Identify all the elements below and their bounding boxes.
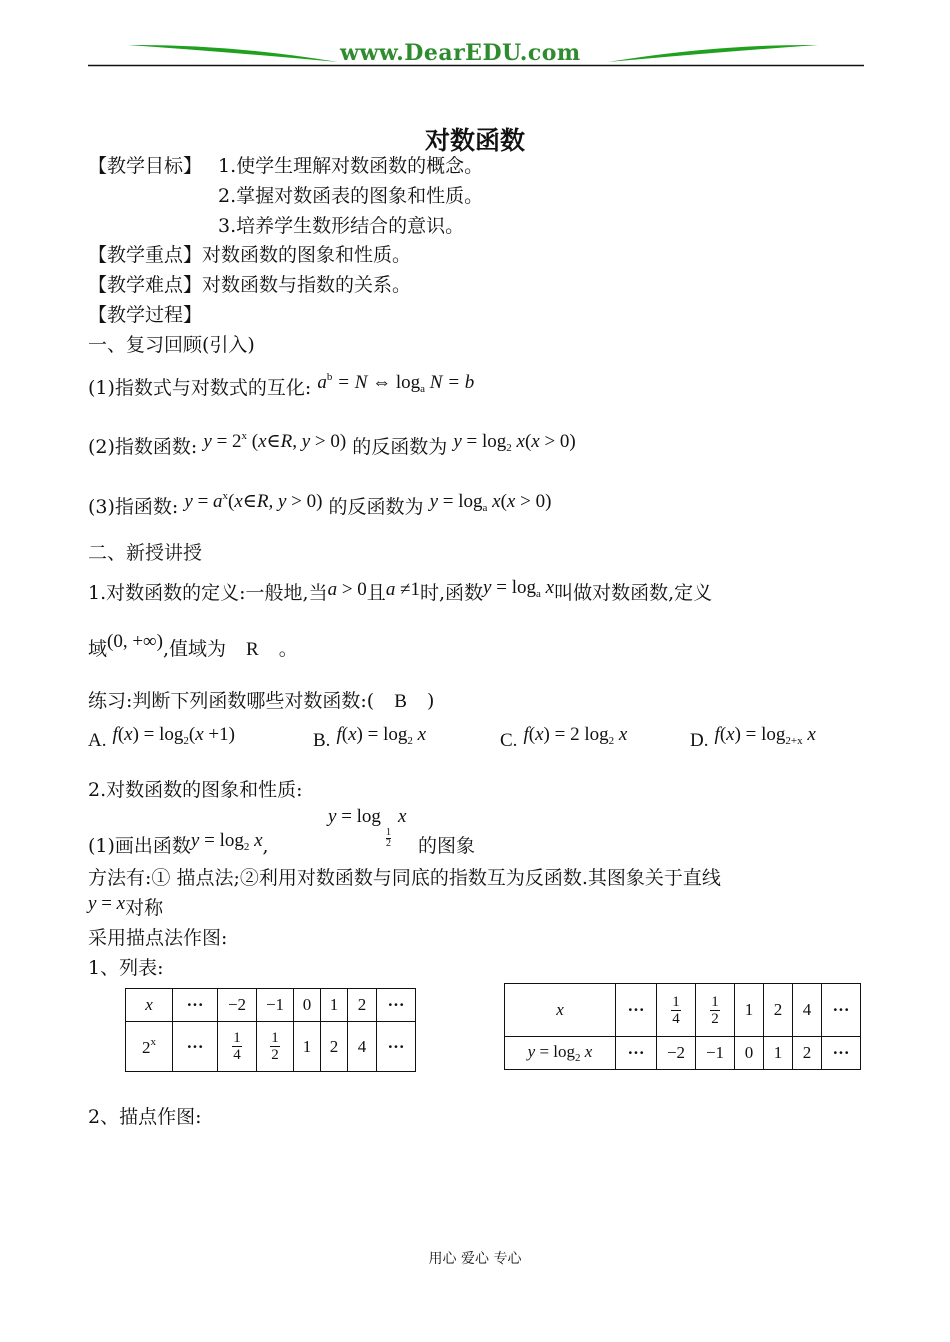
table-cell: ··· <box>822 984 861 1037</box>
table-cell: 1 <box>764 1037 793 1070</box>
domain-line <box>88 631 298 665</box>
review-line-3-prefix: (3)指函数: <box>88 496 179 518</box>
exercise-close: ) <box>427 690 435 712</box>
domain-text-b: ,值域为 <box>162 638 226 660</box>
plot-heading: 2、描点作图: <box>88 1106 202 1128</box>
table-cell-half: $\frac{1}{2}$ <box>257 1022 294 1072</box>
table-cell: 4 <box>348 1022 377 1072</box>
option-a-label: A. <box>88 730 107 751</box>
formula-loga: $y = \log_a x(x > 0)$ <box>429 491 552 514</box>
formula-draw-log2: $y = \log_2 x$ <box>190 830 263 853</box>
table-cell: 0 <box>735 1037 764 1070</box>
exp-value-table <box>125 988 416 1072</box>
review-line-2-prefix: (2)指数函数: <box>88 436 198 458</box>
green-swoosh-left-icon <box>128 45 338 62</box>
table-cell: ··· <box>173 989 218 1022</box>
option-c-label: C. <box>500 730 518 751</box>
green-swoosh-right-icon <box>608 45 818 62</box>
table-cell: 2 <box>321 1022 348 1072</box>
table-cell: −2 <box>657 1037 696 1070</box>
exercise-answer: B <box>394 691 407 712</box>
table-cell: ··· <box>377 989 416 1022</box>
formula-log2: $y = \log_2 x(x > 0)$ <box>453 431 576 454</box>
table-row <box>505 984 861 1037</box>
option-b <box>313 725 426 762</box>
formula-a-ne-1: a ≠1 <box>385 579 420 600</box>
table-cell: ··· <box>616 1037 657 1070</box>
table-cell: 4 <box>793 984 822 1037</box>
objective-item: 2.掌握对数函表的图象和性质。 <box>218 185 484 207</box>
table-cell-log2: $y = \log_2 x$ <box>505 1037 616 1070</box>
key-point <box>88 240 411 270</box>
table-cell: ··· <box>377 1022 416 1072</box>
list-heading: 1、列表: <box>88 957 164 979</box>
definition-line <box>88 578 712 615</box>
table-cell-2x: 2$^x$ <box>126 1022 173 1072</box>
use-line: 采用描点法作图: <box>88 927 228 949</box>
formula-option-d: $f(x) = \log_{2+x} x$ <box>714 724 816 747</box>
domain-text-d: 。 <box>278 638 298 660</box>
table-row <box>126 1022 416 1072</box>
option-c <box>500 725 627 762</box>
review-line-3 <box>88 487 551 529</box>
page-title: 对数函数 <box>424 126 525 155</box>
review-line-1-prefix: (1)指数式与对数式的互化: <box>88 377 312 399</box>
formula-exp-log: $a^b = N$ ⇔ $\log_a N = b$ <box>317 371 475 395</box>
key-point-label: 【教学重点】 <box>88 244 203 266</box>
difficulty-text: 对数函数与指数的关系。 <box>202 274 412 296</box>
key-point-text: 对数函数的图象和性质。 <box>202 244 412 266</box>
table-cell: 1 <box>321 989 348 1022</box>
formula-y-eq-x: y = x <box>88 893 126 914</box>
range-value: R <box>246 639 259 660</box>
section2-heading: 二、新授讲授 <box>88 542 203 564</box>
draw-text-b: , <box>262 835 269 857</box>
table-cell: x <box>505 984 616 1037</box>
option-b-label: B. <box>313 730 331 751</box>
graph-heading: 2.对数函数的图象和性质: <box>88 779 303 801</box>
formula-exp-2x: y = 2$^x$ (x∈R, y > 0) <box>203 430 347 452</box>
table-row <box>126 989 416 1022</box>
difficulty <box>88 270 411 300</box>
formula-y-loga-x: $y = \log_a x$ <box>483 577 555 600</box>
definition-text-d: 叫做对数函数,定义 <box>554 582 713 604</box>
exercise-line <box>88 686 434 717</box>
table-cell: 0 <box>294 989 321 1022</box>
method-line-2 <box>88 893 163 924</box>
process-label: 【教学过程】 <box>88 304 203 326</box>
objective-item: 1.使学生理解对数函数的概念。 <box>218 155 484 177</box>
table-cell: x <box>126 989 173 1022</box>
domain-text-a: 域 <box>88 638 108 660</box>
objectives-label: 【教学目标】 <box>88 155 203 177</box>
table-cell-quarter: $\frac{1}{4}$ <box>218 1022 257 1072</box>
table-cell: ··· <box>822 1037 861 1070</box>
table-cell: 1 <box>294 1022 321 1072</box>
definition-text-a: 1.对数函数的定义:一般地,当 <box>88 582 328 604</box>
formula-option-a: $f(x) = \log_2(x +1)$ <box>112 724 235 747</box>
page-footer: 用心 爱心 专心 <box>428 1251 522 1267</box>
formula-a-gt-0: a > 0 <box>327 579 367 600</box>
draw-text-a: (1)画出函数 <box>88 835 191 857</box>
difficulty-label: 【教学难点】 <box>88 274 203 296</box>
table-cell: ··· <box>173 1022 218 1072</box>
review-line-1 <box>88 368 474 410</box>
table-cell: ··· <box>616 984 657 1037</box>
definition-text-b: 且 <box>366 582 386 604</box>
table-cell: −1 <box>696 1037 735 1070</box>
table-row <box>505 1037 861 1070</box>
formula-option-c: f(x) = 2 $\log_2 x$ <box>523 724 628 747</box>
table-cell: 2 <box>764 984 793 1037</box>
table-cell-quarter: $\frac{1}{4}$ <box>657 984 696 1037</box>
draw-text-c: 的图象 <box>418 835 476 857</box>
section1-heading: 一、复习回顾(引入) <box>88 334 255 356</box>
review-line-2 <box>88 427 576 469</box>
table-cell: 2 <box>348 989 377 1022</box>
formula-domain: (0, +∞) <box>107 631 163 652</box>
table-cell-half: $\frac{1}{2}$ <box>696 984 735 1037</box>
option-a <box>88 725 235 762</box>
method-end: 对称 <box>125 897 164 919</box>
table-cell: −1 <box>257 989 294 1022</box>
table-cell: −2 <box>218 989 257 1022</box>
table-cell: 1 <box>735 984 764 1037</box>
review-line-2-mid: 的反函数为 <box>352 436 448 458</box>
site-logo: www.DearEDU.com <box>340 40 581 66</box>
formula-option-b: $f(x) = \log_2 x$ <box>336 724 427 747</box>
option-d <box>690 725 816 762</box>
table-cell: 2 <box>793 1037 822 1070</box>
formula-log-half: y = log 1 2 x <box>328 806 407 849</box>
option-d-label: D. <box>690 730 709 751</box>
definition-text-c: 时,函数 <box>420 582 484 604</box>
objective-item: 3.培养学生数形结合的意识。 <box>218 215 465 237</box>
log-value-table <box>504 983 861 1070</box>
formula-exp-ax: $y = a^x(x\in R$, y > 0) <box>184 490 323 512</box>
method-line: 方法有:① 描点法;②利用对数函数与同底的指数互为反函数.其图象关于直线 <box>88 867 721 889</box>
exercise-text: 练习:判断下列函数哪些对数函数:( <box>88 690 375 712</box>
review-line-3-mid: 的反函数为 <box>328 496 424 518</box>
